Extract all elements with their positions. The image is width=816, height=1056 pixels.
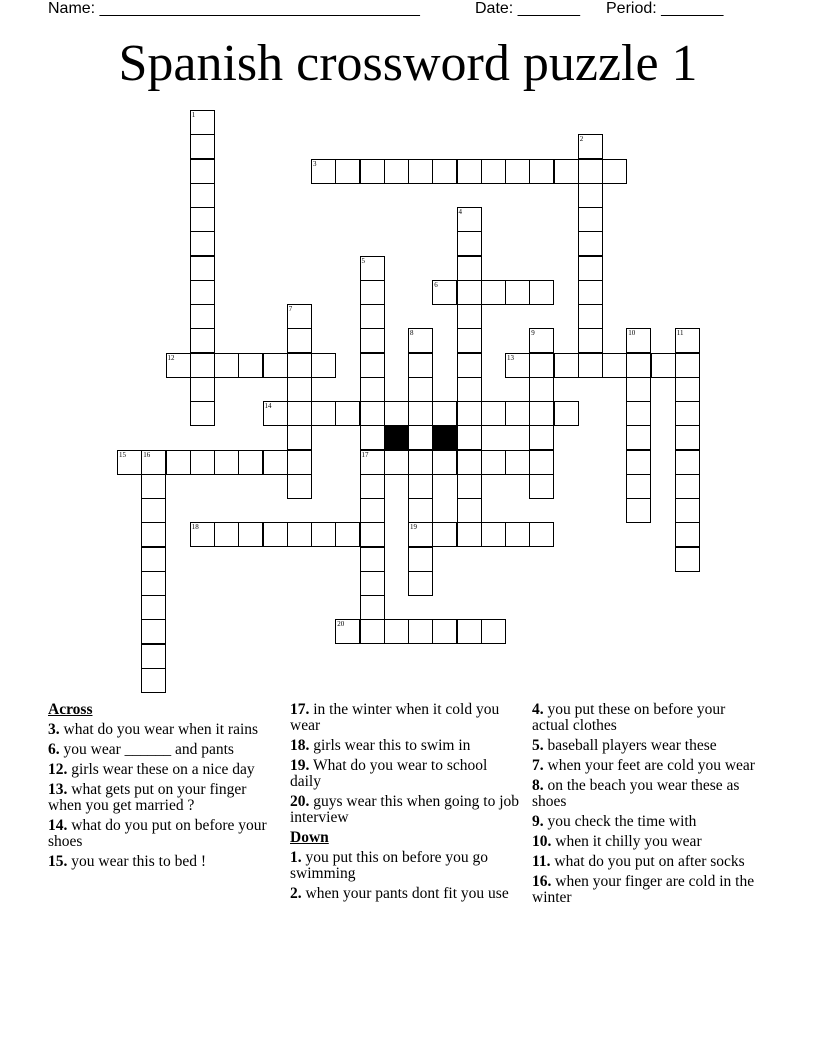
- grid-cell[interactable]: [190, 207, 215, 232]
- grid-cell[interactable]: [311, 159, 336, 184]
- cell-number: 6: [434, 280, 438, 289]
- cell-number: 10: [628, 329, 636, 338]
- cell-number: 17: [361, 450, 369, 459]
- grid-cell[interactable]: [190, 280, 215, 305]
- grid-cell[interactable]: [287, 328, 312, 353]
- cell-number: 12: [167, 353, 175, 362]
- clue-item: [290, 738, 522, 754]
- cell-number: 7: [288, 305, 293, 313]
- grid-cell[interactable]: [554, 159, 579, 184]
- grid-cell[interactable]: [190, 256, 215, 281]
- grid-cell[interactable]: [117, 450, 142, 475]
- grid-cell[interactable]: [675, 450, 700, 475]
- cell-number: 1: [191, 111, 196, 119]
- grid-cell[interactable]: [360, 595, 385, 620]
- grid-cell[interactable]: [457, 280, 482, 305]
- clue-number: 4.: [532, 701, 544, 718]
- clue-number: 11.: [532, 853, 551, 870]
- grid-cell[interactable]: [384, 450, 409, 475]
- grid-cell[interactable]: [360, 401, 385, 426]
- clue-item: [532, 702, 764, 734]
- cell-number: 11: [676, 329, 684, 338]
- clue-number: 18.: [290, 737, 310, 754]
- grid-cell[interactable]: [360, 498, 385, 523]
- grid-cell[interactable]: [360, 619, 385, 644]
- grid-cell[interactable]: [190, 353, 215, 378]
- clue-column-2: [290, 702, 522, 906]
- down-heading: Down: [290, 829, 329, 846]
- clue-item: [532, 758, 764, 774]
- grid-cell[interactable]: [675, 425, 700, 450]
- grid-cell[interactable]: [190, 183, 215, 208]
- clue-text: when your finger are cold in the winter: [532, 873, 755, 906]
- grid-cell[interactable]: [481, 450, 506, 475]
- grid-cell[interactable]: [360, 256, 385, 281]
- grid-cell[interactable]: [190, 401, 215, 426]
- grid-cell[interactable]: [675, 522, 700, 547]
- grid-cell[interactable]: [457, 450, 482, 475]
- grid-cell[interactable]: [481, 522, 506, 547]
- clue-item: [290, 850, 522, 882]
- grid-cell[interactable]: [287, 304, 312, 329]
- grid-cell[interactable]: [432, 450, 457, 475]
- grid-cell[interactable]: [457, 231, 482, 256]
- clue-item: [532, 814, 764, 830]
- clue-item: [532, 854, 764, 870]
- grid-cell[interactable]: [214, 522, 239, 547]
- grid-cell[interactable]: [529, 353, 554, 378]
- clue-text: what gets put on your finger when you get married ?: [48, 781, 247, 814]
- grid-cell[interactable]: [384, 401, 409, 426]
- cell-number: 3: [313, 159, 317, 168]
- grid-cell[interactable]: [311, 522, 336, 547]
- clue-item: [48, 742, 280, 758]
- clue-text: you wear ______ and pants: [59, 741, 234, 758]
- grid-cell[interactable]: [505, 401, 530, 426]
- clue-column-1: [48, 702, 280, 874]
- grid-cell[interactable]: [626, 377, 651, 402]
- grid-cell[interactable]: [432, 280, 457, 305]
- clue-item: [532, 778, 764, 810]
- clue-text: when it chilly you wear: [551, 833, 702, 850]
- grid-cell[interactable]: [141, 668, 166, 693]
- clue-number: 1.: [290, 849, 302, 866]
- grid-cell[interactable]: [578, 159, 603, 184]
- grid-cell[interactable]: [287, 353, 312, 378]
- grid-cell[interactable]: [481, 619, 506, 644]
- grid-cell[interactable]: [578, 353, 603, 378]
- grid-cell[interactable]: [287, 401, 312, 426]
- clue-number: 8.: [532, 777, 544, 794]
- grid-cell[interactable]: [287, 522, 312, 547]
- clue-text: guys wear this when going to job interview: [290, 793, 520, 826]
- grid-cell[interactable]: [360, 547, 385, 572]
- grid-cell[interactable]: [287, 450, 312, 475]
- grid-cell[interactable]: [408, 619, 433, 644]
- cell-number: 16: [143, 450, 151, 459]
- clue-number: 6.: [48, 741, 60, 758]
- grid-cell[interactable]: [626, 474, 651, 499]
- clue-item: [48, 782, 280, 814]
- clue-text: you put this on before you go swimming: [290, 849, 489, 882]
- clue-item: [290, 794, 522, 826]
- grid-cell[interactable]: [457, 401, 482, 426]
- grid-cell[interactable]: [675, 474, 700, 499]
- cell-number: 14: [264, 402, 272, 410]
- cell-number: 20: [337, 620, 345, 629]
- clue-text: you wear this to bed !: [67, 853, 206, 870]
- grid-cell[interactable]: [432, 522, 457, 547]
- date-field-label[interactable]: Date: _______: [475, 0, 580, 17]
- grid-cell[interactable]: [602, 353, 627, 378]
- grid-cell[interactable]: [141, 571, 166, 596]
- clue-text: when your pants dont fit you use: [301, 885, 509, 902]
- grid-cell[interactable]: [457, 256, 482, 281]
- clue-number: 17.: [290, 701, 310, 718]
- grid-cell[interactable]: [141, 450, 166, 475]
- grid-cell[interactable]: [214, 450, 239, 475]
- blocked-cell: [432, 425, 457, 450]
- grid-cell[interactable]: [360, 571, 385, 596]
- grid-cell[interactable]: [141, 595, 166, 620]
- grid-cell[interactable]: [287, 377, 312, 402]
- cell-number: 15: [119, 450, 126, 459]
- grid-cell[interactable]: [529, 401, 554, 426]
- clue-number: 5.: [532, 737, 544, 754]
- grid-cell[interactable]: [335, 401, 360, 426]
- clue-column-3: [532, 702, 764, 910]
- grid-cell[interactable]: [457, 353, 482, 378]
- grid-cell[interactable]: [190, 304, 215, 329]
- grid-cell[interactable]: [360, 280, 385, 305]
- grid-cell[interactable]: [141, 547, 166, 572]
- grid-cell[interactable]: [360, 450, 385, 475]
- grid-cell[interactable]: [457, 522, 482, 547]
- grid-cell[interactable]: [360, 159, 385, 184]
- grid-cell[interactable]: [190, 522, 215, 547]
- clue-text: baseball players wear these: [543, 737, 717, 754]
- cell-number: 2: [579, 135, 584, 144]
- grid-cell[interactable]: [190, 159, 215, 184]
- grid-cell[interactable]: [578, 280, 603, 305]
- grid-cell[interactable]: [626, 425, 651, 450]
- grid-cell[interactable]: [457, 474, 482, 499]
- grid-cell[interactable]: [675, 401, 700, 426]
- grid-cell[interactable]: [311, 401, 336, 426]
- across-heading: Across: [48, 701, 93, 718]
- grid-cell[interactable]: [384, 619, 409, 644]
- clue-text: what do you put on after socks: [550, 853, 745, 870]
- grid-cell[interactable]: [141, 498, 166, 523]
- grid-cell[interactable]: [214, 353, 239, 378]
- clue-item: [532, 738, 764, 754]
- grid-cell[interactable]: [190, 328, 215, 353]
- grid-cell[interactable]: [505, 353, 530, 378]
- clue-number: 10.: [532, 833, 552, 850]
- clue-number: 19.: [290, 757, 310, 774]
- cell-number: 8: [410, 329, 414, 338]
- grid-cell[interactable]: [360, 328, 385, 353]
- grid-cell[interactable]: [190, 377, 215, 402]
- grid-cell[interactable]: [578, 183, 603, 208]
- grid-cell[interactable]: [287, 474, 312, 499]
- grid-cell[interactable]: [505, 522, 530, 547]
- grid-cell[interactable]: [408, 377, 433, 402]
- grid-cell[interactable]: [626, 401, 651, 426]
- grid-cell[interactable]: [360, 377, 385, 402]
- grid-cell[interactable]: [457, 207, 482, 232]
- grid-cell[interactable]: [505, 450, 530, 475]
- grid-cell[interactable]: [408, 159, 433, 184]
- grid-cell[interactable]: [263, 450, 288, 475]
- clue-number: 15.: [48, 853, 68, 870]
- clue-text: What do you wear to school daily: [290, 757, 488, 790]
- grid-cell[interactable]: [141, 522, 166, 547]
- grid-cell[interactable]: [360, 425, 385, 450]
- grid-cell[interactable]: [190, 450, 215, 475]
- clue-number: 12.: [48, 761, 68, 778]
- grid-cell[interactable]: [529, 280, 554, 305]
- cell-number: 9: [531, 329, 535, 338]
- clue-text: in the winter when it cold you wear: [290, 701, 500, 734]
- grid-cell[interactable]: [675, 547, 700, 572]
- grid-cell[interactable]: [360, 474, 385, 499]
- clue-number: 14.: [48, 817, 68, 834]
- cell-number: 5: [361, 256, 365, 265]
- grid-cell[interactable]: [675, 498, 700, 523]
- grid-cell[interactable]: [141, 474, 166, 499]
- grid-cell[interactable]: [408, 547, 433, 572]
- cell-number: 18: [191, 523, 199, 532]
- grid-cell[interactable]: [529, 159, 554, 184]
- grid-cell[interactable]: [457, 328, 482, 353]
- grid-cell[interactable]: [263, 401, 288, 426]
- clue-text: you put these on before your actual clothes: [532, 701, 726, 734]
- grid-cell[interactable]: [578, 134, 603, 159]
- clue-item: [48, 854, 280, 870]
- grid-cell[interactable]: [141, 644, 166, 669]
- grid-cell[interactable]: [408, 401, 433, 426]
- grid-cell[interactable]: [626, 498, 651, 523]
- grid-cell[interactable]: [554, 353, 579, 378]
- grid-cell[interactable]: [190, 110, 215, 135]
- grid-cell[interactable]: [578, 207, 603, 232]
- grid-cell[interactable]: [578, 304, 603, 329]
- clue-text: what do you put on before your shoes: [48, 817, 267, 850]
- grid-cell[interactable]: [408, 474, 433, 499]
- grid-cell[interactable]: [190, 134, 215, 159]
- clue-number: 2.: [290, 885, 302, 902]
- grid-cell[interactable]: [166, 353, 191, 378]
- clue-number: 20.: [290, 793, 310, 810]
- clue-text: when your feet are cold you wear: [543, 757, 755, 774]
- grid-cell[interactable]: [457, 425, 482, 450]
- page-title: Spanish crossword puzzle 1: [118, 35, 698, 92]
- grid-cell[interactable]: [408, 450, 433, 475]
- grid-cell[interactable]: [432, 159, 457, 184]
- grid-cell[interactable]: [529, 450, 554, 475]
- cell-number: 4: [458, 208, 462, 216]
- clue-text: on the beach you wear these as shoes: [532, 777, 740, 810]
- grid-cell[interactable]: [360, 304, 385, 329]
- clue-item: [290, 702, 522, 734]
- grid-cell[interactable]: [384, 159, 409, 184]
- grid-cell[interactable]: [408, 522, 433, 547]
- clue-number: 3.: [48, 721, 60, 738]
- grid-cell[interactable]: [457, 304, 482, 329]
- grid-cell[interactable]: [529, 522, 554, 547]
- grid-cell[interactable]: [335, 522, 360, 547]
- grid-cell[interactable]: [457, 159, 482, 184]
- grid-cell[interactable]: [481, 159, 506, 184]
- name-field-label[interactable]: Name: ____________________________________: [48, 0, 420, 17]
- grid-cell[interactable]: [287, 425, 312, 450]
- grid-cell[interactable]: [578, 256, 603, 281]
- grid-cell[interactable]: [238, 450, 263, 475]
- grid-cell[interactable]: [675, 377, 700, 402]
- clue-item: [48, 722, 280, 738]
- grid-cell[interactable]: [505, 280, 530, 305]
- clue-item: [290, 758, 522, 790]
- grid-cell[interactable]: [457, 498, 482, 523]
- cell-number: 13: [507, 353, 514, 362]
- grid-cell[interactable]: [481, 401, 506, 426]
- clue-text: girls wear this to swim in: [309, 737, 471, 754]
- grid-cell[interactable]: [335, 619, 360, 644]
- period-field-label[interactable]: Period: _______: [606, 0, 724, 17]
- grid-cell[interactable]: [408, 498, 433, 523]
- grid-cell[interactable]: [335, 159, 360, 184]
- clue-number: 13.: [48, 781, 68, 798]
- grid-cell[interactable]: [432, 619, 457, 644]
- grid-cell[interactable]: [311, 353, 336, 378]
- cell-number: 19: [410, 523, 417, 532]
- grid-cell[interactable]: [457, 377, 482, 402]
- clue-text: you check the time with: [543, 813, 697, 830]
- grid-cell[interactable]: [408, 571, 433, 596]
- clue-item: [532, 874, 764, 906]
- grid-cell[interactable]: [626, 450, 651, 475]
- grid-cell[interactable]: [529, 474, 554, 499]
- grid-cell[interactable]: [457, 619, 482, 644]
- grid-cell[interactable]: [360, 522, 385, 547]
- grid-cell[interactable]: [626, 353, 651, 378]
- grid-cell[interactable]: [166, 450, 191, 475]
- grid-cell[interactable]: [529, 425, 554, 450]
- student-info-header: [48, 0, 768, 18]
- grid-cell[interactable]: [602, 159, 627, 184]
- blocked-cell: [384, 425, 409, 450]
- clue-item: [532, 834, 764, 850]
- grid-cell[interactable]: [263, 353, 288, 378]
- grid-cell[interactable]: [190, 231, 215, 256]
- grid-cell[interactable]: [626, 328, 651, 353]
- clue-item: [48, 818, 280, 850]
- clue-number: 16.: [532, 873, 552, 890]
- grid-cell[interactable]: [554, 401, 579, 426]
- grid-cell[interactable]: [141, 619, 166, 644]
- grid-cell[interactable]: [432, 401, 457, 426]
- grid-cell[interactable]: [675, 353, 700, 378]
- clue-item: [48, 762, 280, 778]
- grid-cell[interactable]: [238, 353, 263, 378]
- grid-cell[interactable]: [408, 328, 433, 353]
- grid-cell[interactable]: [360, 353, 385, 378]
- grid-cell[interactable]: [529, 377, 554, 402]
- grid-cell[interactable]: [505, 159, 530, 184]
- clue-number: 9.: [532, 813, 544, 830]
- grid-cell[interactable]: [529, 328, 554, 353]
- grid-cell[interactable]: [651, 353, 676, 378]
- clue-number: 7.: [532, 757, 544, 774]
- grid-cell[interactable]: [578, 328, 603, 353]
- grid-cell[interactable]: [578, 231, 603, 256]
- grid-cell[interactable]: [238, 522, 263, 547]
- grid-cell[interactable]: [263, 522, 288, 547]
- grid-cell[interactable]: [675, 328, 700, 353]
- clue-item: [290, 886, 522, 902]
- clue-text: girls wear these on a nice day: [67, 761, 255, 778]
- grid-cell[interactable]: [408, 425, 433, 450]
- grid-cell[interactable]: [481, 280, 506, 305]
- clue-text: what do you wear when it rains: [59, 721, 259, 738]
- grid-cell[interactable]: [408, 353, 433, 378]
